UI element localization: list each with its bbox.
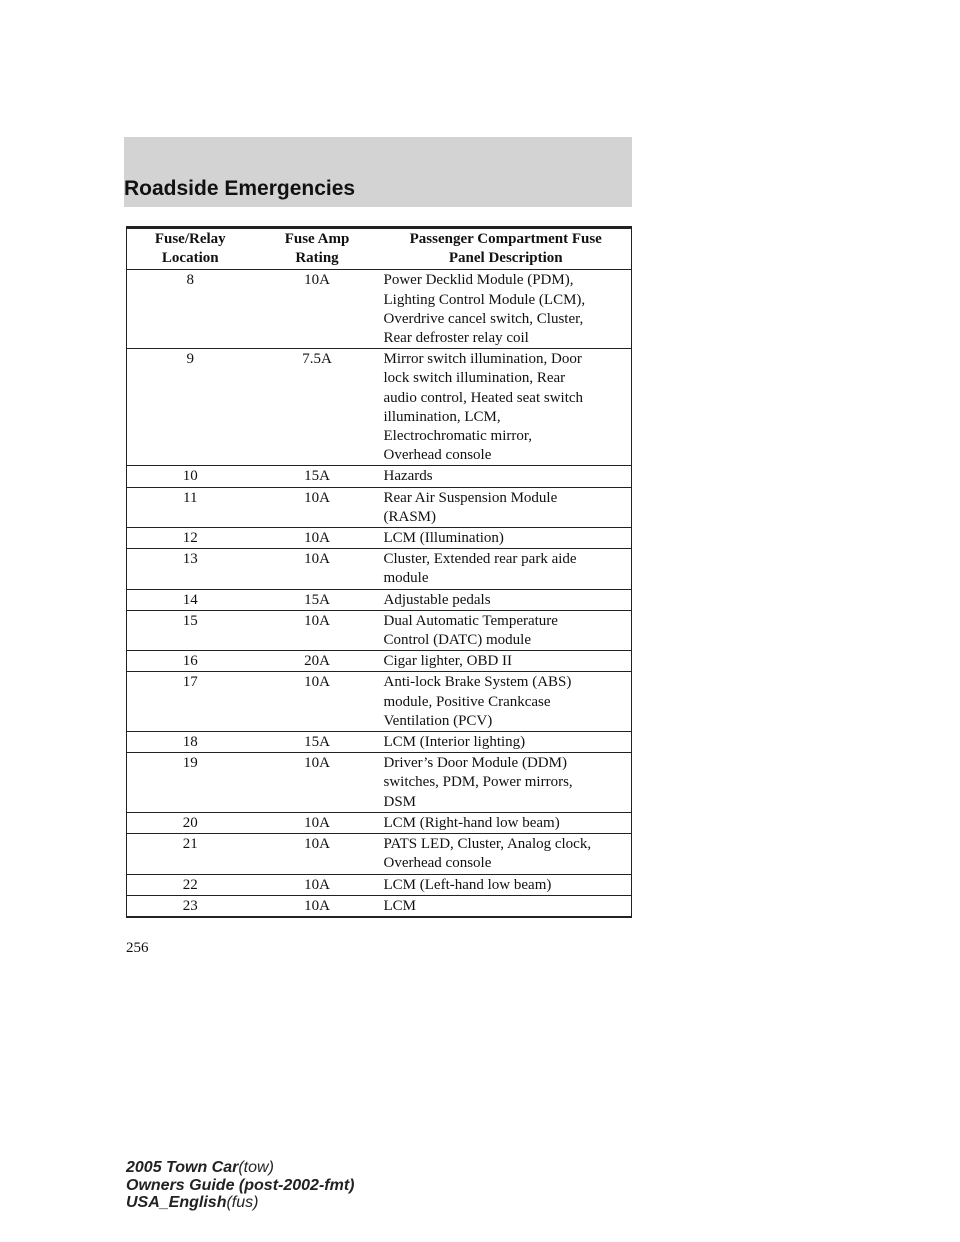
description-line: Overdrive cancel switch, Cluster, <box>383 310 584 327</box>
fuse-table <box>126 226 632 918</box>
description-line: PATS LED, Cluster, Analog clock, <box>383 836 592 853</box>
fuse-location-cell: 10 <box>127 466 254 487</box>
fuse-amp-cell: 15A <box>254 589 381 610</box>
table-row <box>127 834 632 874</box>
description-line: Hazards <box>383 468 433 485</box>
description-line: Ventilation (PCV) <box>383 712 493 729</box>
table-row <box>127 812 632 833</box>
table-row <box>127 874 632 895</box>
description-line: Power Decklid Module (PDM), <box>383 272 574 289</box>
fuse-description-cell <box>381 732 632 753</box>
table-header-row <box>127 228 632 270</box>
fuse-description-cell <box>381 651 632 672</box>
description-line: LCM (Right-hand low beam) <box>383 814 560 831</box>
fuse-description-cell <box>381 466 632 487</box>
table-row <box>127 895 632 917</box>
description-line: (RASM) <box>383 508 437 525</box>
description-line: Anti-lock Brake System (ABS) <box>383 674 572 691</box>
fuse-description-cell <box>381 589 632 610</box>
fuse-amp-cell: 10A <box>254 812 381 833</box>
fuse-amp-cell: 20A <box>254 651 381 672</box>
description-line: audio control, Heated seat switch <box>383 389 584 406</box>
description-line: LCM (Illumination) <box>383 530 504 547</box>
fuse-amp-cell: 10A <box>254 834 381 874</box>
document-footer <box>126 1159 354 1212</box>
fuse-amp-cell: 10A <box>254 270 381 349</box>
description-line: Lighting Control Module (LCM), <box>383 291 586 308</box>
footer-line-model: 2005 Town Car(tow) <box>126 1159 274 1176</box>
fuse-location-cell: 21 <box>127 834 254 874</box>
description-line: Rear Air Suspension Module <box>383 489 558 506</box>
description-line: Electrochromatic mirror, <box>383 428 532 445</box>
page-number: 256 <box>126 940 149 956</box>
table-row <box>127 672 632 732</box>
section-title: Roadside Emergencies <box>124 177 356 200</box>
fuse-location-cell: 23 <box>127 895 254 917</box>
table-row <box>127 732 632 753</box>
fuse-location-cell: 9 <box>127 349 254 466</box>
table-row <box>127 589 632 610</box>
fuse-location-cell: 19 <box>127 753 254 813</box>
description-line: DSM <box>383 793 417 810</box>
fuse-location-cell: 14 <box>127 589 254 610</box>
column-header-description: Passenger Compartment Fuse Panel Description <box>381 228 632 270</box>
description-line: module, Positive Crankcase <box>383 693 551 710</box>
footer-line-guide: Owners Guide (post-2002-fmt) <box>126 1176 355 1194</box>
fuse-description-cell <box>381 812 632 833</box>
table-row <box>127 270 632 349</box>
table-row <box>127 610 632 650</box>
table-row <box>127 349 632 466</box>
fuse-location-cell: 13 <box>127 549 254 589</box>
table-row <box>127 466 632 487</box>
fuse-amp-cell: 10A <box>254 895 381 917</box>
table-row <box>127 528 632 549</box>
fuse-description-cell <box>381 874 632 895</box>
fuse-location-cell: 16 <box>127 651 254 672</box>
fuse-amp-cell: 10A <box>254 672 381 732</box>
description-line: Cluster, Extended rear park aide <box>383 551 577 568</box>
footer-line-language: USA_English(fus) <box>126 1194 259 1211</box>
description-line: Control (DATC) module <box>383 632 531 649</box>
description-line: Mirror switch illumination, Door <box>383 351 582 368</box>
fuse-description-cell <box>381 753 632 813</box>
description-line: illumination, LCM, <box>383 408 501 425</box>
fuse-amp-cell: 10A <box>254 549 381 589</box>
fuse-location-cell: 22 <box>127 874 254 895</box>
description-line: LCM (Interior lighting) <box>383 734 526 751</box>
column-header-location: Fuse/Relay Location <box>127 228 254 270</box>
description-line: LCM (Left-hand low beam) <box>383 876 552 893</box>
fuse-description-cell <box>381 528 632 549</box>
fuse-description-cell <box>381 270 632 349</box>
fuse-description-cell <box>381 610 632 650</box>
fuse-location-cell: 11 <box>127 487 254 527</box>
fuse-description-cell <box>381 349 632 466</box>
fuse-location-cell: 17 <box>127 672 254 732</box>
fuse-location-cell: 15 <box>127 610 254 650</box>
fuse-amp-cell: 15A <box>254 732 381 753</box>
fuse-description-cell <box>381 487 632 527</box>
fuse-amp-cell: 10A <box>254 528 381 549</box>
fuse-amp-cell: 15A <box>254 466 381 487</box>
description-line: Adjustable pedals <box>383 591 491 608</box>
fuse-amp-cell: 10A <box>254 610 381 650</box>
description-line: Rear defroster relay coil <box>383 330 529 347</box>
table-row <box>127 651 632 672</box>
description-line: Cigar lighter, OBD II <box>383 653 513 670</box>
description-line: Driver’s Door Module (DDM) <box>383 755 567 772</box>
fuse-location-cell: 8 <box>127 270 254 349</box>
description-line: Overhead console <box>383 447 492 464</box>
fuse-description-cell <box>381 834 632 874</box>
fuse-location-cell: 18 <box>127 732 254 753</box>
fuse-amp-cell: 10A <box>254 487 381 527</box>
fuse-location-cell: 12 <box>127 528 254 549</box>
description-line: switches, PDM, Power mirrors, <box>383 774 573 791</box>
description-line: Dual Automatic Temperature <box>383 612 558 629</box>
column-header-amp: Fuse Amp Rating <box>254 228 381 270</box>
fuse-amp-cell: 10A <box>254 753 381 813</box>
fuse-amp-cell: 7.5A <box>254 349 381 466</box>
description-line: module <box>383 570 429 587</box>
table-row <box>127 487 632 527</box>
fuse-location-cell: 20 <box>127 812 254 833</box>
fuse-amp-cell: 10A <box>254 874 381 895</box>
description-line: Overhead console <box>383 855 492 872</box>
fuse-description-cell <box>381 895 632 917</box>
description-line: lock switch illumination, Rear <box>383 370 566 387</box>
fuse-description-cell <box>381 672 632 732</box>
table-row <box>127 549 632 589</box>
table-body <box>127 270 632 917</box>
table-row <box>127 753 632 813</box>
fuse-description-cell <box>381 549 632 589</box>
description-line: LCM <box>383 897 417 914</box>
